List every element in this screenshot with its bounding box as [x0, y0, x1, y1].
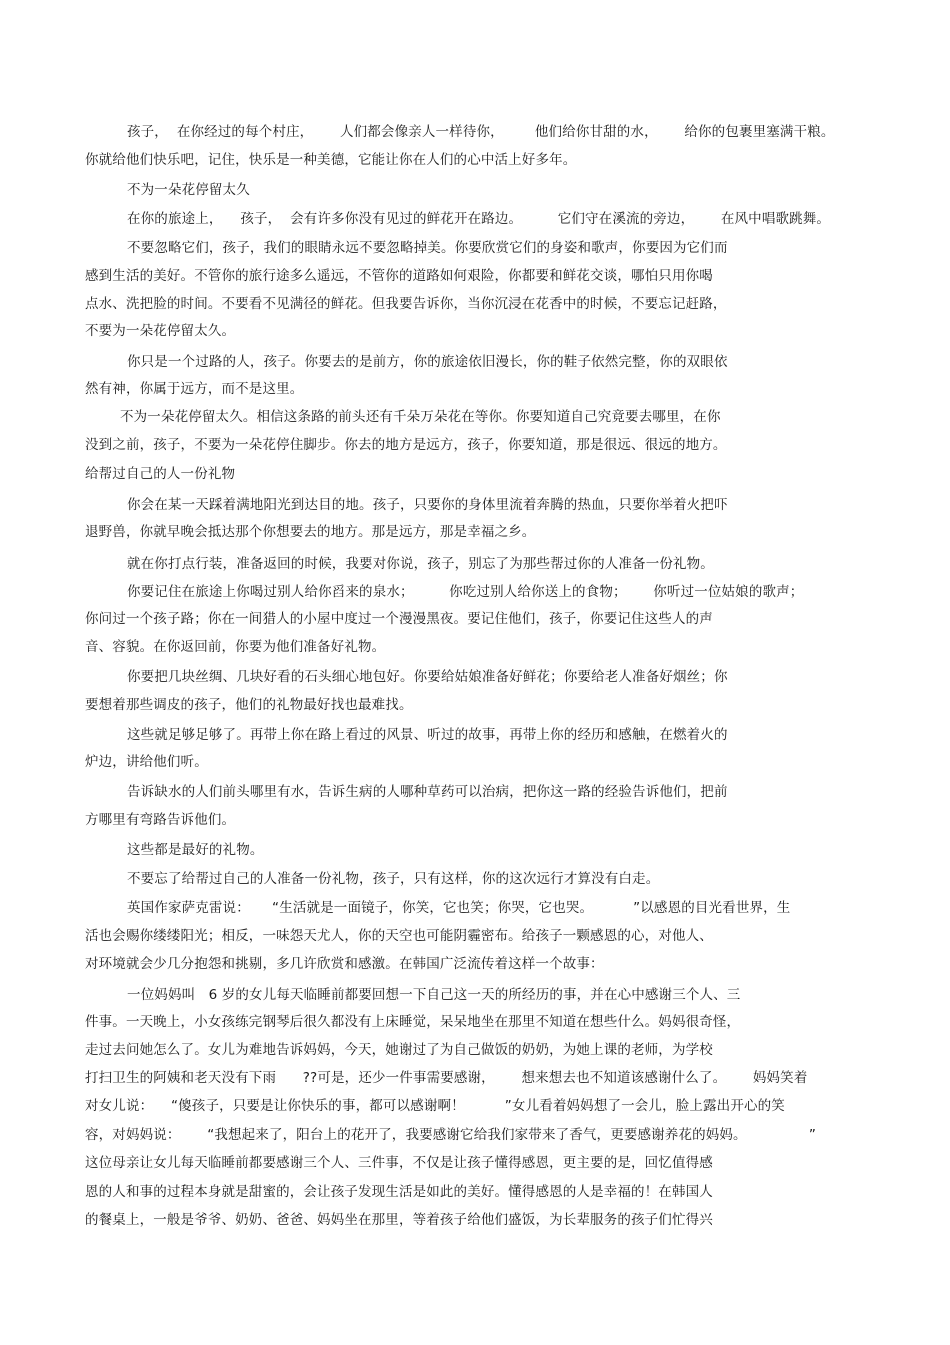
paragraph-line: 你只是一个过路的人，孩子。你要去的是前方，你的旅途依旧漫长，你的鞋子依然完整，你的双眼依	[127, 354, 728, 370]
paragraph-line: 一位妈妈叫 6 岁的女儿每天临睡前都要回想一下自己这一天的所经历的事，并在心中感谢三个人、三	[127, 987, 741, 1003]
paragraph-line: 告诉缺水的人们前头哪里有水，告诉生病的人哪种草药可以治病，把你这一路的经验告诉他们，把前	[127, 784, 728, 800]
paragraph-line: 炉边，讲给他们听。	[85, 754, 208, 770]
paragraph-line: 要想着那些调皮的孩子，他们的礼物最好找也最难找。	[85, 697, 413, 713]
paragraph-line: 不要忽略它们，孩子，我们的眼睛永远不要忽略掉美。你要欣赏它们的身姿和歌声，你要因为它们而	[127, 240, 728, 256]
paragraph-line: 对环境就会少几分抱怨和挑剔，多几许欣赏和感激。在韩国广泛流传着这样一个故事：	[85, 956, 604, 972]
paragraph-line: 这些就足够足够了。再带上你在路上看过的风景、听过的故事，再带上你的经历和感触，在燃着火的	[127, 727, 728, 743]
paragraph-line: 方哪里有弯路告诉他们。	[85, 812, 236, 828]
paragraph-line: 音、容貌。在你返回前，你要为他们准备好礼物。	[85, 639, 386, 655]
paragraph-line: 对女儿说： “傻孩子，只要是让你快乐的事，都可以感谢啊！ ”女儿看着妈妈想了一会儿，脸上露出开心的笑	[85, 1098, 785, 1114]
paragraph-line: 恩的人和事的过程本身就是甜蜜的，会让孩子发现生活是如此的美好。懂得感恩的人是幸福的！在韩国人	[85, 1184, 713, 1200]
paragraph-line: 打扫卫生的阿姨和老天没有下雨 ??可是，还少一件事需要感谢， 想来想去也不知道该感谢什么了。 妈妈笑着	[85, 1070, 808, 1086]
paragraph-line: 在你的旅途上， 孩子， 会有许多你没有见过的鲜花开在路边。 它们守在溪流的旁边， 在风中唱歌跳舞。	[127, 211, 831, 227]
section-heading: 给帮过自己的人一份礼物	[85, 466, 236, 482]
paragraph-line: 不要为一朵花停留太久。	[85, 323, 236, 339]
paragraph-line: 你会在某一天踩着满地阳光到达目的地。孩子，只要你的身体里流着奔腾的热血，只要你举着火把吓	[127, 497, 728, 513]
paragraph-line: 没到之前，孩子，不要为一朵花停住脚步。你去的地方是远方，孩子，你要知道，那是很远、很远的地方。	[85, 437, 727, 453]
paragraph-line: 就在你打点行装，准备返回的时候，我要对你说，孩子，别忘了为那些帮过你的人准备一份礼物。	[127, 556, 714, 572]
paragraph-line: 容，对妈妈说： “我想起来了，阳台上的花开了，我要感谢它给我们家带来了香气，更要感谢养花的妈妈。 ”	[85, 1127, 817, 1143]
paragraph-line: 走过去问她怎么了。女儿为难地告诉妈妈，今天，她谢过了为自己做饭的奶奶，为她上课的老师，为学校	[85, 1042, 713, 1058]
paragraph-line: 你要记住在旅途上你喝过别人给你舀来的泉水； 你吃过别人给你送上的食物； 你听过一位姑娘的歌声；	[127, 584, 804, 600]
paragraph-line: 孩子， 在你经过的每个村庄， 人们都会像亲人一样待你， 他们给你甘甜的水， 给你的包裹里塞满干粮。	[127, 124, 835, 140]
paragraph-line: 活也会赐你缕缕阳光；相反，一味怨天尤人，你的天空也可能阴霾密布。给孩子一颗感恩的心，对他人、	[85, 928, 713, 944]
paragraph-line: 这位母亲让女儿每天临睡前都要感谢三个人、三件事，不仅是让孩子懂得感恩，更主要的是，回忆值得感	[85, 1155, 713, 1171]
paragraph-line: 你问过一个孩子路；你在一间猎人的小屋中度过一个漫漫黑夜。要记住他们，孩子，你要记住这些人的声	[85, 611, 713, 627]
paragraph-line: 点水、洗把脸的时间。不要看不见满径的鲜花。但我要告诉你，当你沉浸在花香中的时候，不要忘记赶路，	[85, 296, 727, 312]
paragraph-line: 的餐桌上，一般是爷爷、奶奶、爸爸、妈妈坐在那里，等着孩子给他们盛饭，为长辈服务的孩子们忙得兴	[85, 1212, 713, 1228]
section-heading: 不为一朵花停留太久	[127, 182, 250, 198]
paragraph-line: 件事。一天晚上，小女孩练完钢琴后很久都没有上床睡觉，呆呆地坐在那里不知道在想些什么。妈妈很奇怪，	[85, 1014, 741, 1030]
paragraph-line: 不为一朵花停留太久。相信这条路的前头还有千朵万朵花在等你。你要知道自己究竟要去哪里，在你	[120, 409, 721, 425]
paragraph-line: 不要忘了给帮过自己的人准备一份礼物，孩子，只有这样，你的这次远行才算没有白走。	[127, 871, 660, 887]
paragraph-line: 你就给他们快乐吧，记住，快乐是一种美德，它能让你在人们的心中活上好多年。	[85, 152, 577, 168]
paragraph-line: 你要把几块丝绸、几块好看的石头细心地包好。你要给姑娘准备好鲜花；你要给老人准备好烟丝；你	[127, 669, 728, 685]
paragraph-line: 然有神，你属于远方，而不是这里。	[85, 381, 304, 397]
paragraph-line: 感到生活的美好。不管你的旅行途多么遥远，不管你的道路如何艰险，你都要和鲜花交谈，哪怕只用你喝	[85, 268, 713, 284]
paragraph-line: 退野兽，你就早晚会抵达那个你想要去的地方。那是远方，那是幸福之乡。	[85, 524, 536, 540]
paragraph-line: 英国作家萨克雷说： “生活就是一面镜子，你笑，它也笑；你哭，它也哭。 ”以感恩的目光看世界，生	[127, 900, 791, 916]
paragraph-line: 这些都是最好的礼物。	[127, 842, 264, 858]
